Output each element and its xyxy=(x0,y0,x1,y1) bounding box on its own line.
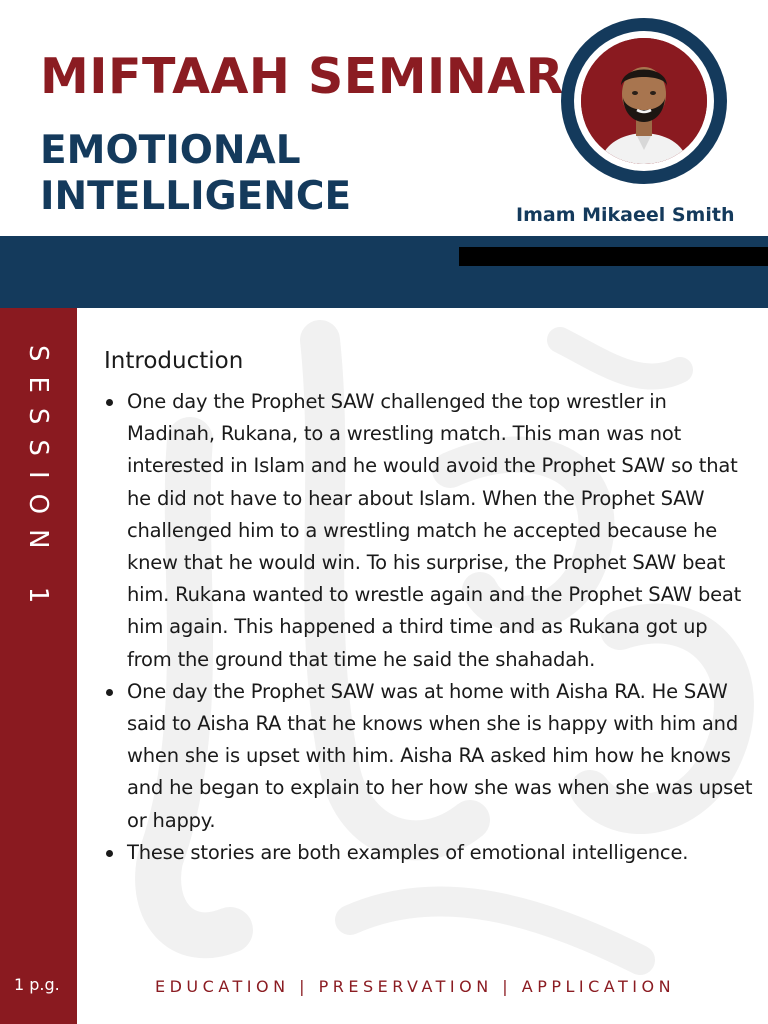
bullet-list xyxy=(104,386,754,869)
content-area xyxy=(104,344,754,869)
subtitle-line-2: INTELLIGENCE xyxy=(40,174,352,219)
bullet-item: One day the Prophet SAW challenged the top wrestler in Madinah, Rukana, to a wrestling match. This man was not interested in Islam and he would avoid the Prophet SAW so that he did not have to hear about Islam. When the Prophet SAW challenged him to a wrestling match he accepted because he knew that he would win. To his surprise, the Prophet SAW beat him. Rukana wanted to wrestle again and the Prophet SAW beat him again. This happened a third time and as Rukana got up from the ground that time he said the shahadah. xyxy=(104,386,754,676)
bullet-item: One day the Prophet SAW was at home with Aisha RA. He SAW said to Aisha RA that he knows when she is happy with him and when she is upset with him. Aisha RA asked him how he knows and he began to explain to her how she was when she was upset or happy. xyxy=(104,676,754,837)
bullet-item: These stories are both examples of emotional intelligence. xyxy=(104,837,754,869)
page-number: 1 p.g. xyxy=(14,975,60,994)
subtitle-line-1: EMOTIONAL xyxy=(40,128,301,173)
section-title: Introduction xyxy=(104,348,244,374)
speaker-photo xyxy=(581,38,707,164)
session-subtitle xyxy=(40,128,460,220)
speaker-photo-frame xyxy=(561,18,727,184)
header-accent-strip xyxy=(459,247,768,266)
footer-tagline: EDUCATION | PRESERVATION | APPLICATION xyxy=(155,977,676,996)
speaker-name: Imam Mikaeel Smith xyxy=(516,204,735,226)
session-label: SESSION 1 xyxy=(23,345,53,619)
seminar-title: MIFTAAH SEMINAR xyxy=(40,48,564,105)
